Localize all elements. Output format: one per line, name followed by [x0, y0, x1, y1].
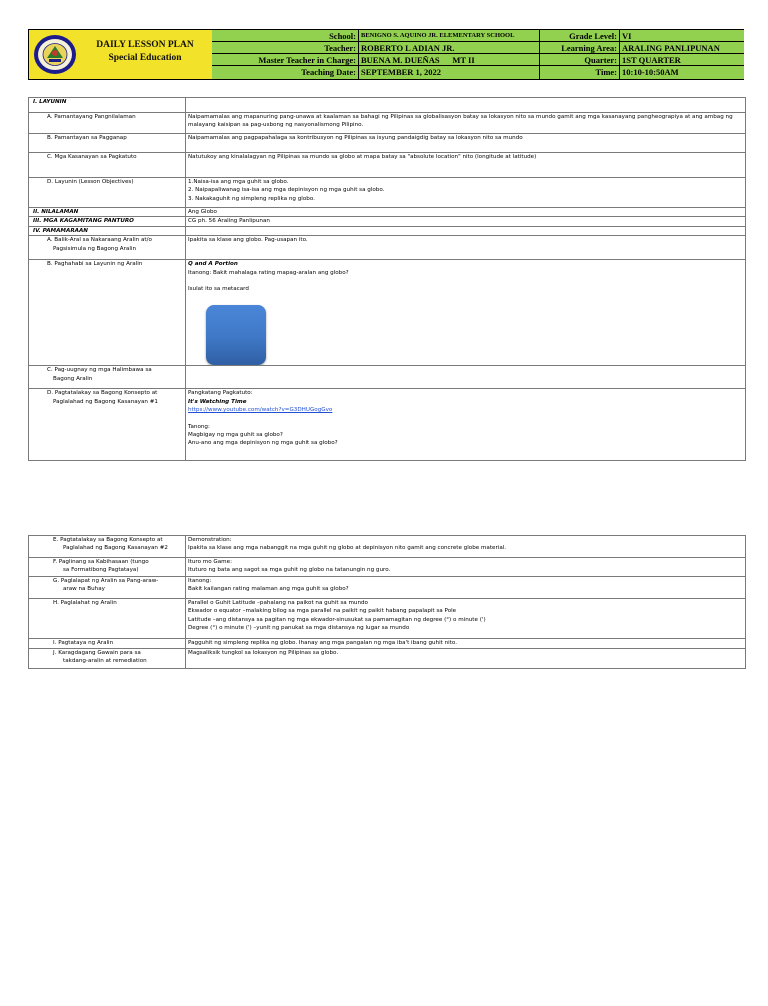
- row-content-paglinang: [186, 558, 746, 577]
- tanong-label: Tanong:: [188, 423, 210, 430]
- table-row: [29, 599, 746, 639]
- metacard-image: [206, 305, 266, 365]
- row-label-pagtataya: I. Pagtataya ng Aralin: [29, 639, 186, 649]
- itanong-label: Itanong:: [188, 578, 212, 584]
- teaching-date-label: Teaching Date:: [212, 66, 359, 79]
- row-content-pagtatalakay-2: [186, 536, 746, 558]
- label-line: Bagong Aralin: [53, 375, 93, 382]
- empty-cell: [186, 366, 746, 389]
- school-value: BENIGNO S. AQUINO JR. ELEMENTARY SCHOOL: [359, 30, 540, 42]
- row-label-pamantayang-pangnilalaman: A. Pamantayang Pangnilalaman: [29, 113, 186, 134]
- section-heading-kagamitan: III. MGA KAGAMITANG PANTURO: [29, 217, 186, 226]
- time-value: 10:10-10:50AM: [620, 66, 744, 79]
- nilalaman-value: Ang Globo: [186, 208, 746, 217]
- row-label-pag-uugnay: [29, 366, 186, 389]
- table-row: [29, 134, 746, 153]
- game-title: Ituro mo Game:: [188, 559, 232, 565]
- label-line: E. Pagtatalakay sa Bagong Konsepto at: [53, 537, 163, 543]
- title-line-1: DAILY LESSON PLAN: [96, 40, 194, 50]
- row-content-pamantayan-sa-pagganap: Naipamamalas ang pagpapahalaga sa kontribusyon ng Pilipinas sa isyung pandaigdig batay sa lokasyon nito sa mundo: [186, 134, 746, 153]
- row-content-karagdagang-gawain: Magsaliksik tungkol sa lokasyon ng Pilipinas sa globo.: [186, 649, 746, 669]
- header-title-block: [29, 30, 213, 79]
- row-content-kasanayan-sa-pagkatuto: Natutukoy ang kinalalagyan ng Pilipinas sa mundo sa globo at mapa batay sa "absolute location" nito (longitude at latitude): [186, 153, 746, 178]
- row-label-kasanayan-sa-pagkatuto: C. Mga Kasanayan sa Pagkatuto: [29, 153, 186, 178]
- q-and-a-title: Q and A Portion: [188, 261, 238, 268]
- lesson-plan-table-1: [28, 97, 746, 461]
- table-row: [29, 577, 746, 599]
- time-label: Time:: [540, 66, 620, 79]
- label-line: Pagsisimula ng Bagong Aralin: [53, 245, 136, 252]
- table-row: [29, 389, 746, 461]
- label-line: araw na Buhay: [63, 586, 105, 593]
- section-heading-nilalaman: II. NILALAMAN: [29, 208, 186, 217]
- header-row-master-teacher: [212, 54, 744, 66]
- row-content-pamantayang-pangnilalaman: Naipamamalas ang mapanuring pang-unawa at kaalaman sa bahagi ng Pilipinas sa globalisasyon batay sa lokasyon nito sa mundo gamit ang mga kasanayang pangheograpiya at ang ambag ng malayang kaisipan sa pag-usbong ng nasyonalismong Pilipino.: [186, 113, 746, 134]
- teacher-label: Teacher:: [212, 42, 359, 54]
- title-line-2: Special Education: [108, 53, 182, 63]
- table-row: [29, 366, 746, 389]
- lesson-plan-header: [28, 29, 744, 80]
- row-content-paglalapat: [186, 577, 746, 599]
- label-line: Paglalahad ng Bagong Kasanayan #2: [63, 545, 168, 552]
- metacard-note: Isulat ito sa metacard: [188, 286, 249, 293]
- row-content-pagtataya: Pagguhit ng simpleng replika ng globo. Ihanay ang mga pangalan ng mga iba't ibang guhit nito.: [186, 639, 746, 649]
- table-row: [29, 558, 746, 577]
- table-row: [29, 649, 746, 669]
- activity-line: Pangkatang Pagkatuto:: [188, 390, 253, 397]
- demonstration-text: Ipakita sa klase ang mga nabanggit na mga guhit ng globo at depinisyon nito gamit ang concrete globe material.: [188, 545, 507, 552]
- table-row: [29, 639, 746, 649]
- empty-cell: [186, 226, 746, 235]
- empty-cell: [186, 98, 746, 113]
- quarter-label: Quarter:: [540, 54, 620, 66]
- row-label-paghahabi: B. Paghahabi sa Layunin ng Aralin: [29, 260, 186, 366]
- section-heading-pamamaraan: IV. PAMAMARAAN: [29, 226, 186, 235]
- question-line: Anu-ano ang mga depinisyon ng mga guhit sa globo?: [188, 440, 338, 447]
- header-row-school: [212, 30, 744, 42]
- row-content-paglalahat: [186, 599, 746, 639]
- row-label-paglalapat: [29, 577, 186, 599]
- section-heading-layunin: I. LAYUNIN: [29, 98, 186, 113]
- label-line: sa Formatibong Pagtataya): [63, 567, 139, 574]
- summary-line: Degree (°) o minute (') –yunit ng panukat sa mga distansya ng lugar sa mundo: [188, 625, 410, 632]
- learning-area-label: Learning Area:: [540, 42, 620, 54]
- quarter-value: 1ST QUARTER: [620, 54, 744, 66]
- table-row: [29, 260, 746, 366]
- summary-line: Latitude –ang distansya sa pagitan ng mga ekwador-sinusukat sa pamamagitan ng degree (°) o minute ('): [188, 616, 486, 623]
- objective-line: 1.Naisa-isa ang mga guhit sa globo.: [188, 179, 289, 185]
- grade-level-label: Grade Level:: [540, 30, 620, 42]
- teaching-date-value: SEPTEMBER 1, 2022: [359, 66, 540, 79]
- table-row: [29, 153, 746, 178]
- question-line: Itanong: Bakit mahalaga rating mapag-aralan ang globo?: [188, 269, 349, 276]
- row-label-balik-aral: [29, 236, 186, 260]
- section-row-nilalaman: [29, 208, 746, 217]
- section-row-pamamaraan: [29, 226, 746, 235]
- kagamitan-value: CG ph. 56 Araling Panlipunan: [186, 217, 746, 226]
- school-label: School:: [212, 30, 359, 42]
- label-line: C. Pag-uugnay ng mga Halimbawa sa: [47, 367, 152, 374]
- row-content-paghahabi: [186, 260, 746, 366]
- youtube-link[interactable]: https://www.youtube.com/watch?v=G3DHUGogGvo: [188, 407, 333, 414]
- objective-line: 2. Naipapaliwanag isa-isa ang mga depinisyon ng mga guhit sa globo.: [188, 187, 385, 194]
- table-row: [29, 178, 746, 208]
- table-row: [29, 236, 746, 260]
- row-label-karagdagang-gawain: [29, 649, 186, 669]
- summary-line: Ekwador o equator –malaking bilog sa mga parallel na paikit ng paikit habang papalapit sa Pole: [188, 608, 457, 615]
- label-line: F. Paglinang sa Kabihasaan (tungo: [53, 559, 149, 565]
- grade-level-value: VI: [620, 30, 744, 42]
- school-seal-logo: [33, 34, 77, 75]
- row-content-balik-aral: Ipakita sa klase ang globo. Pag-usapan ito.: [186, 236, 746, 260]
- table-row: [29, 536, 746, 558]
- row-label-paglalahat: H. Paglalahat ng Aralin: [29, 599, 186, 639]
- lesson-plan-table-2: [28, 535, 746, 669]
- watching-time-title: It's Watching Time: [188, 398, 247, 405]
- section-row-layunin: [29, 98, 746, 113]
- header-row-date: [212, 66, 744, 78]
- row-content-layunin-objectives: [186, 178, 746, 208]
- row-label-pamantayan-sa-pagganap: B. Pamantayan sa Pagganap: [29, 134, 186, 153]
- row-label-pagtatalakay-1: [29, 389, 186, 461]
- teacher-value: ROBERTO L ADIAN JR.: [359, 42, 540, 54]
- master-teacher-label: Master Teacher in Charge:: [212, 54, 359, 66]
- label-line: G. Paglalapat ng Aralin sa Pang-araw-: [53, 578, 159, 584]
- label-line: A. Balik-Aral sa Nakaraang Aralin at/o: [47, 237, 152, 244]
- table-row: [29, 113, 746, 134]
- row-content-pagtatalakay-1: [186, 389, 746, 461]
- label-line: J. Karagdagang Gawain para sa: [53, 650, 141, 656]
- section-row-kagamitan: [29, 217, 746, 226]
- game-text: Ituturo ng bata ang sagot sa mga guhit ng globo na tatanungin ng guro.: [188, 567, 391, 574]
- objective-line: 3. Nakakaguhit ng simpleng replika ng globo.: [188, 195, 315, 202]
- question-line: Magbigay ng mga guhit sa globo?: [188, 432, 283, 439]
- summary-line: Parallel o Guhit Latitude –pahalang na paikot na guhit sa mundo: [188, 600, 368, 606]
- header-row-teacher: [212, 42, 744, 54]
- row-label-pagtatalakay-2: [29, 536, 186, 558]
- document-title: [81, 39, 209, 65]
- label-line: Paglalahad ng Bagong Kasanayan #1: [53, 398, 158, 405]
- question-line: Bakit kailangan rating malaman ang mga guhit sa globo?: [188, 586, 349, 593]
- row-label-layunin-objectives: D. Layunin (Lesson Objectives): [29, 178, 186, 208]
- demonstration-label: Demonstration:: [188, 537, 232, 543]
- row-label-paglinang: [29, 558, 186, 577]
- master-teacher-value: BUENA M. DUEÑAS MT II: [359, 54, 540, 66]
- learning-area-value: ARALING PANLIPUNAN: [620, 42, 744, 54]
- label-line: D. Pagtatalakay sa Bagong Konsepto at: [47, 390, 158, 397]
- label-line: takdang-aralin at remediation: [63, 658, 147, 665]
